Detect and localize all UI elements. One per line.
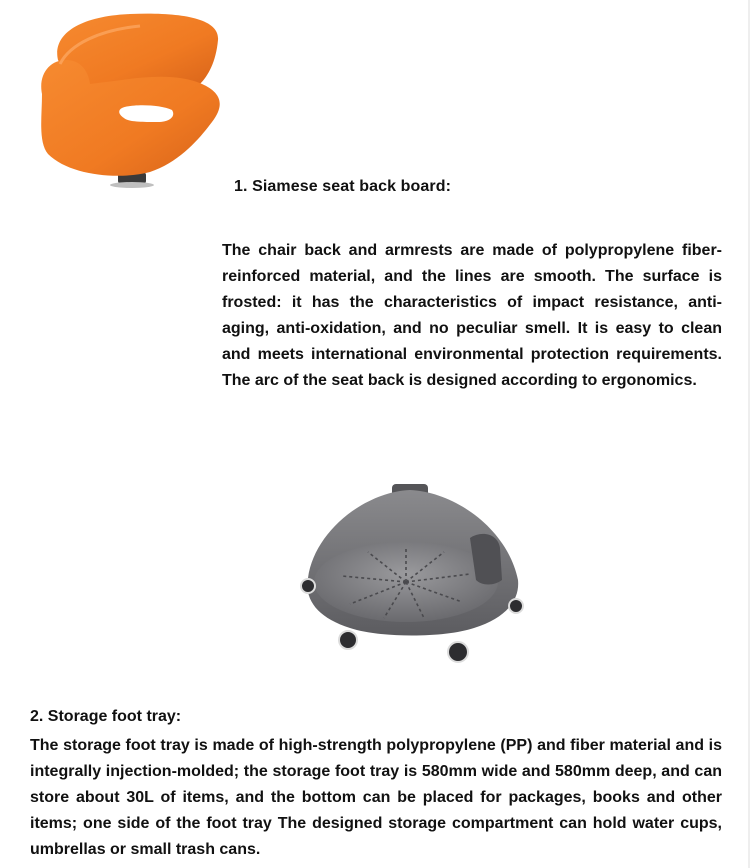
section-body-foot-tray: The storage foot tray is made of high-strength polypropylene (PP) and fiber material and is integrally injection-molded; the storage foot tray is 580mm wide and 580mm deep, and can store about 30L of items, and the bottom can be placed for packages, books and other items; one side of the foot tray The designed storage compartment can hold water cups, umbrellas or small trash cans. — [30, 737, 722, 858]
orange-chair-image — [30, 4, 230, 189]
section-body-seat-back: The chair back and armrests are made of polypropylene fiber-reinforced material, and the lines are smooth. The surface is frosted: it has the characteristics of impact resistance, anti-aging, anti-oxidation, and no peculiar smell. It is easy to clean and meets international environmental protection requirements. The arc of the seat back is designed according to ergonomics. — [222, 242, 722, 389]
storage-foot-tray-image — [294, 482, 530, 670]
section-heading-foot-tray: 2. Storage foot tray: — [30, 708, 182, 725]
page-edge-divider — [748, 0, 750, 868]
section-heading-seat-back: 1. Siamese seat back board: — [234, 178, 452, 195]
